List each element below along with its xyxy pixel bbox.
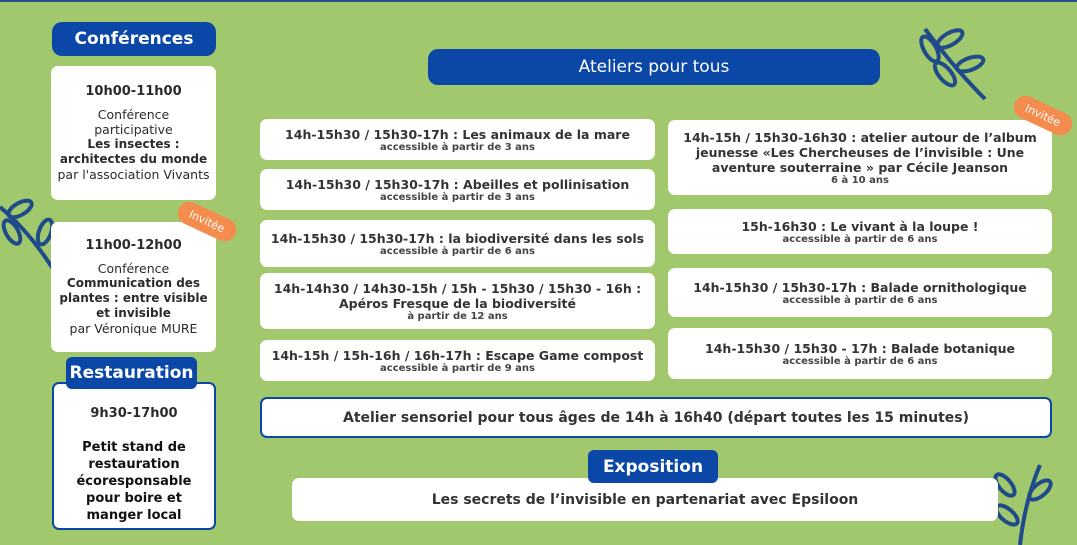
- conference-type: Conférence participative: [94, 107, 173, 137]
- atelier-age: accessible à partir de 6 ans: [782, 233, 938, 245]
- atelier-title: 14h-15h / 15h-16h / 16h-17h : Escape Game compost: [271, 347, 644, 363]
- conference-title: Communication des plantes : entre visible et invisible: [59, 276, 208, 320]
- exposition-text: Les secrets de l’invisible en partenariat avec Epsiloon: [431, 491, 859, 508]
- conference-title: Les insectes : architectes du monde: [59, 137, 208, 166]
- atelier-age: accessible à partir de 6 ans: [782, 294, 938, 306]
- restauration-time: 9h30-17h00: [90, 406, 178, 421]
- conference-time: 11h00-12h00: [85, 238, 182, 253]
- exposition-heading: Exposition: [588, 450, 718, 483]
- invitee-badge: Invitée: [1010, 92, 1076, 139]
- conference-speaker: par Véronique MURE: [69, 321, 198, 336]
- atelier-title: 14h-15h30 / 15h30-17h : Balade ornithologique: [693, 279, 1027, 295]
- atelier-card: [260, 273, 655, 329]
- restauration-heading: Restauration: [66, 357, 197, 389]
- atelier-age: à partir de 12 ans: [407, 310, 508, 322]
- atelier-card: [668, 268, 1052, 317]
- atelier-title: 14h-15h30 / 15h30-17h : la biodiversité dans les sols: [270, 230, 645, 246]
- atelier-card: [260, 119, 655, 160]
- atelier-card: [260, 169, 655, 210]
- conference-card: [51, 66, 216, 200]
- atelier-title: 14h-15h30 / 15h30 - 17h : Balade botanique: [705, 340, 1015, 356]
- atelier-title: 14h-15h30 / 15h30-17h : Les animaux de la mare: [285, 126, 630, 142]
- conference-time: 10h00-11h00: [85, 84, 182, 99]
- atelier-card: [260, 340, 655, 381]
- ateliers-heading: Ateliers pour tous: [428, 49, 880, 85]
- conference-type: Conférence: [97, 261, 170, 276]
- atelier-card: [668, 120, 1052, 195]
- restauration-card: [52, 382, 216, 530]
- atelier-age: accessible à partir de 3 ans: [380, 191, 535, 203]
- restauration-text: Petit stand de restauration écoresponsable pour boire et manger local: [76, 440, 192, 523]
- atelier-age: accessible à partir de 9 ans: [380, 362, 535, 374]
- atelier-title: 15h-16h30 : Le vivant à la loupe !: [741, 218, 979, 234]
- exposition-card: [292, 478, 998, 521]
- atelier-age: 6 à 10 ans: [831, 174, 889, 186]
- atelier-age: accessible à partir de 6 ans: [380, 245, 535, 257]
- conference-speaker: par l'association Vivants: [57, 167, 210, 182]
- sensoriel-text: Atelier sensoriel pour tous âges de 14h à 16h40 (départ toutes les 15 minutes): [342, 409, 969, 426]
- atelier-card: [668, 209, 1052, 254]
- invitee-badge: Invitée: [174, 198, 240, 245]
- atelier-title: 14h-15h / 15h30-16h30 : atelier autour de l’album jeunesse «Les Chercheuses de l’invisible : Une aventure souterraine » par Cécile Jeanson: [683, 129, 1037, 175]
- conferences-heading: Conférences: [52, 22, 216, 56]
- atelier-title: 14h-15h30 / 15h30-17h : Abeilles et pollinisation: [285, 176, 630, 192]
- atelier-card: [260, 220, 655, 267]
- atelier-title: 14h-14h30 / 14h30-15h / 15h - 15h30 / 15h30 - 16h : Apéros Fresque de la biodiversité: [273, 280, 642, 311]
- atelier-card: [668, 328, 1052, 379]
- atelier-age: accessible à partir de 3 ans: [380, 141, 535, 153]
- leaf-branch-icon: [915, 24, 990, 109]
- atelier-age: accessible à partir de 6 ans: [782, 355, 938, 367]
- sensoriel-card: [260, 397, 1052, 438]
- conference-card: [51, 222, 216, 352]
